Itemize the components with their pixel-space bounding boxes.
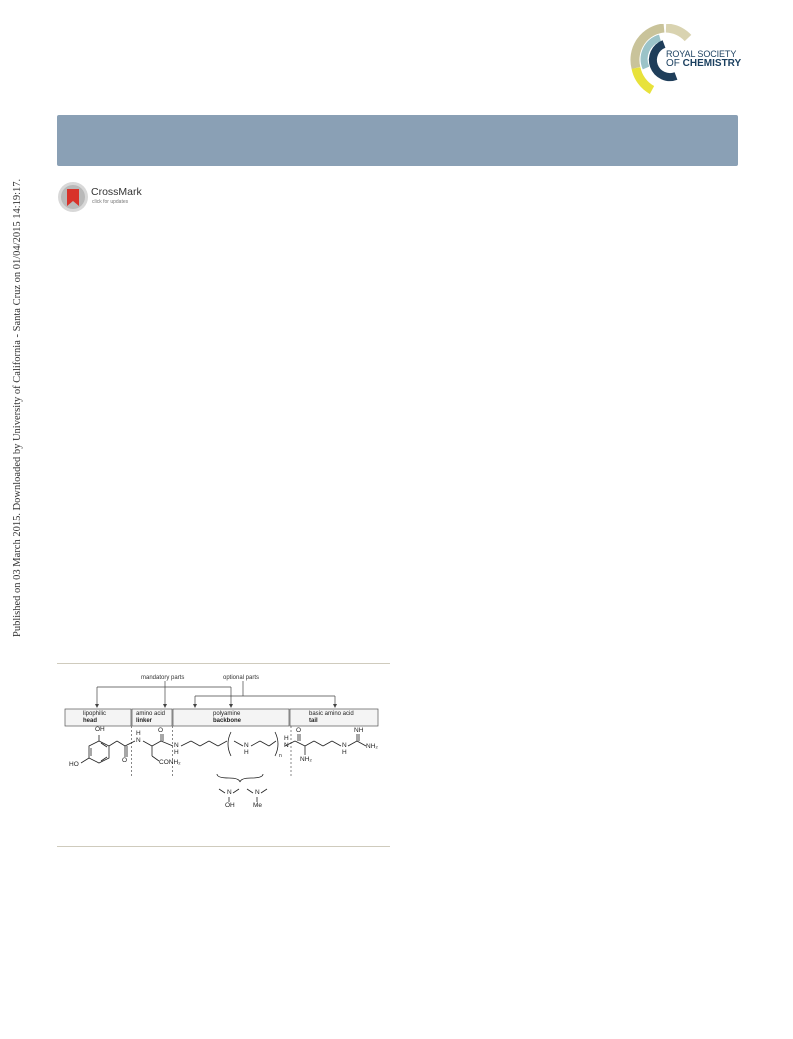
box-backbone [213,711,241,725]
crossmark-badge[interactable] [57,181,147,215]
box-head-line1: lipophilic [83,711,107,717]
atom-h1: H [136,730,141,737]
atom-nh1: N [136,737,141,744]
atom-nh3: N [244,742,249,749]
atom-oh: OH [225,802,235,809]
download-note [0,0,24,1039]
crossmark-sublabel: click for updates [92,199,129,205]
box-backbone-line1: polyamine [213,711,241,717]
title-banner [57,115,738,166]
box-backbone-line2: backbone [213,718,242,724]
crossmark-icon [57,181,89,213]
atom-nh2: N [174,742,179,749]
atom-o1: O [122,757,128,764]
atom-nh2-right: NH₂ [366,743,378,750]
atom-o2: O [158,727,164,734]
box-head [83,711,106,725]
atom-h5: H [342,749,347,756]
atom-n-sub: n [279,753,282,759]
atom-me: Me [253,802,263,809]
figure-structure [57,668,390,818]
atom-ho: HO [69,761,79,768]
atom-oh-top: OH [95,726,105,733]
download-note-text: Published on 03 March 2015. Downloaded by University of California - Santa Cruz on 01/04/2015 14:19:17. [12,178,23,637]
figure-drawing [57,668,390,818]
box-linker-line1: amino acid [136,711,166,717]
atom-nh2-lower: NH₂ [300,756,312,763]
atom-nh4: N [284,742,289,749]
atom-h4: H [284,735,289,742]
rsc-logo [630,24,742,96]
figure-top-rule [57,663,390,664]
box-tail-line2: tail [309,718,318,724]
rsc-line2-bold: CHEMISTRY [682,58,742,69]
atom-n-me: N [255,789,260,796]
optional-parts-label: optional parts [223,675,260,681]
box-head-line2: head [83,718,98,724]
atom-h2: H [174,749,179,756]
atom-nh-top: NH [354,727,364,734]
rsc-line2-prefix: OF [666,58,683,69]
atom-o3: O [296,727,302,734]
atom-conh2: CONH₂ [159,759,181,766]
rsc-wordmark [666,49,741,69]
atom-n-oh: N [227,789,232,796]
box-linker-line2: linker [136,718,153,724]
mandatory-parts-label: mandatory parts [141,675,185,681]
box-tail [309,711,354,725]
box-linker [136,711,165,725]
atom-nh5: N [342,742,347,749]
box-tail-line1: basic amino acid [309,711,354,717]
crossmark-label: CrossMark [91,186,142,198]
atom-h3: H [244,749,249,756]
figure-bottom-rule [57,846,390,847]
rsc-line1: ROYAL SOCIETY [666,49,737,59]
